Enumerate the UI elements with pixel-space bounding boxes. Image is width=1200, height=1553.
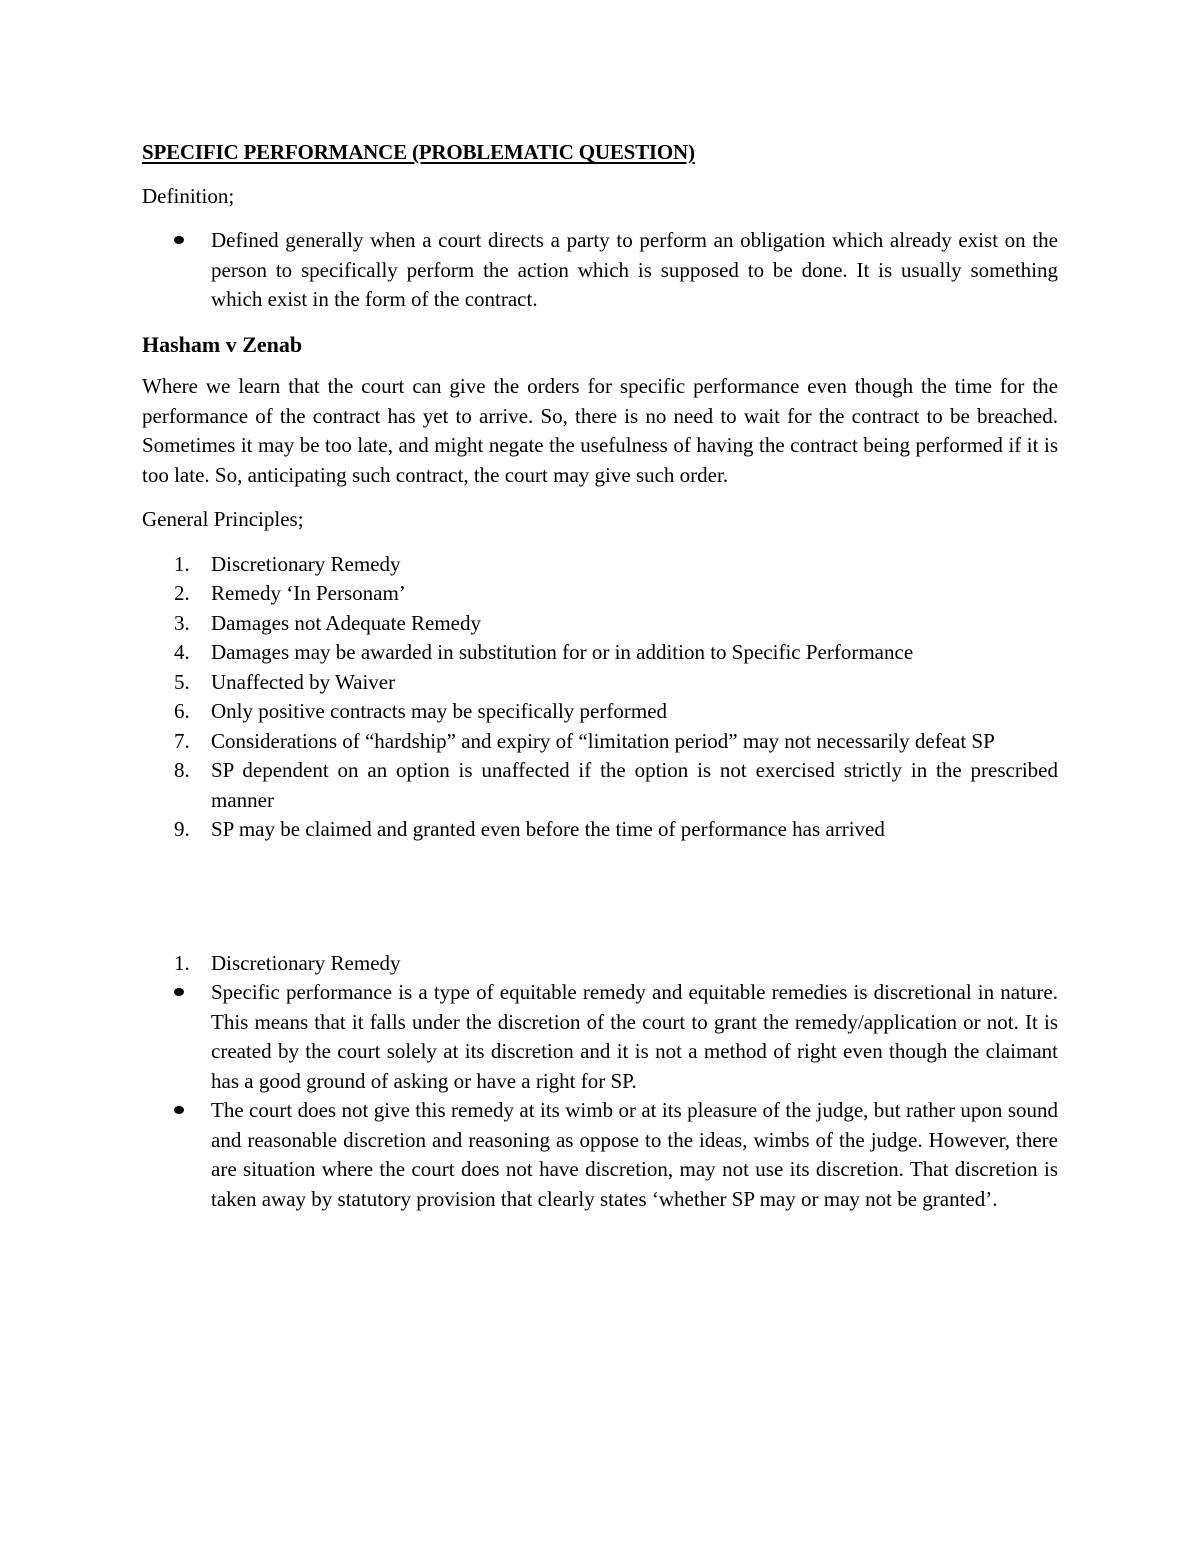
section-bullet: The court does not give this remedy at its wimb or at its pleasure of the judge, but rather upon sound and reasonable discretion and reasoning as oppose to the ideas, wimbs of the judge. However, there are situation where the court does not have discretion, may not use its discretion. That discretion is taken away by statutory provision that clearly states ‘whether SP may or may not be granted’. [142, 1096, 1058, 1214]
section-bullet: Specific performance is a type of equitable remedy and equitable remedies is discretional in nature. This means that it falls under the discretion of the court to grant the remedy/application or not. It is created by the court solely at its discretion and it is not a method of right even though the claimant has a good ground of asking or have a right for SP. [142, 978, 1058, 1096]
list-item [142, 638, 1058, 668]
section-spacer [142, 845, 1058, 949]
section-bullets [142, 978, 1058, 1214]
list-item-number: 9. [174, 817, 190, 841]
list-item-text: Only positive contracts may be specifically performed [211, 699, 668, 723]
list-item [142, 550, 1058, 580]
list-item-number: 4. [174, 640, 190, 664]
case-paragraph: Where we learn that the court can give the orders for specific performance even though the time for the performance of the contract has yet to arrive. So, there is no need to wait for the contract to be breached. Sometimes it may be too late, and might negate the usefulness of having the contract being performed if it is too late. So, anticipating such contract, the court may give such order. [142, 374, 1058, 487]
definition-label: Definition; [142, 183, 235, 208]
definition-list [142, 226, 1058, 315]
list-item-number: 1. [174, 551, 190, 576]
list-item-number: 7. [174, 728, 190, 753]
section-number: 1. [174, 950, 190, 975]
list-item-number: 5. [174, 669, 190, 694]
principles-label: General Principles; [142, 507, 304, 531]
case-heading: Hasham v Zenab [142, 331, 303, 357]
document-page [142, 138, 1058, 1229]
list-item-text: Damages may be awarded in substitution for or in addition to Specific Performance [211, 640, 914, 664]
list-item-number: 3. [174, 610, 190, 635]
list-item [142, 756, 1058, 815]
list-item [142, 815, 1058, 845]
section-title: Discretionary Remedy [211, 950, 401, 975]
list-item [142, 727, 1058, 757]
section-heading [142, 949, 1058, 979]
list-item-text: Discretionary Remedy [211, 551, 401, 576]
list-item [142, 609, 1058, 639]
list-item [142, 668, 1058, 698]
list-item-text: Unaffected by Waiver [211, 669, 396, 694]
list-item-text: Considerations of “hardship” and expiry of “limitation period” may not necessarily defeat SP [211, 728, 995, 753]
section-heading-list [142, 949, 1058, 979]
list-item-text: SP dependent on an option is unaffected if the option is not exercised strictly in the prescribed manner [211, 758, 1058, 812]
list-item-number: 2. [174, 581, 190, 605]
definition-bullet: Defined generally when a court directs a party to perform an obligation which already exist on the person to specifically perform the action which is supposed to be done. It is usually something which exist in the form of the contract. [142, 226, 1058, 315]
list-item-text: Damages not Adequate Remedy [211, 610, 482, 635]
list-item-text: Remedy ‘In Personam’ [211, 581, 406, 605]
list-item-text: SP may be claimed and granted even before the time of performance has arrived [211, 817, 885, 841]
page-title: SPECIFIC PERFORMANCE (PROBLEMATIC QUESTION) [142, 140, 695, 164]
list-item-number: 6. [174, 699, 190, 723]
list-item-number: 8. [174, 758, 190, 782]
principles-list [142, 550, 1058, 845]
list-item [142, 579, 1058, 609]
list-item [142, 697, 1058, 727]
